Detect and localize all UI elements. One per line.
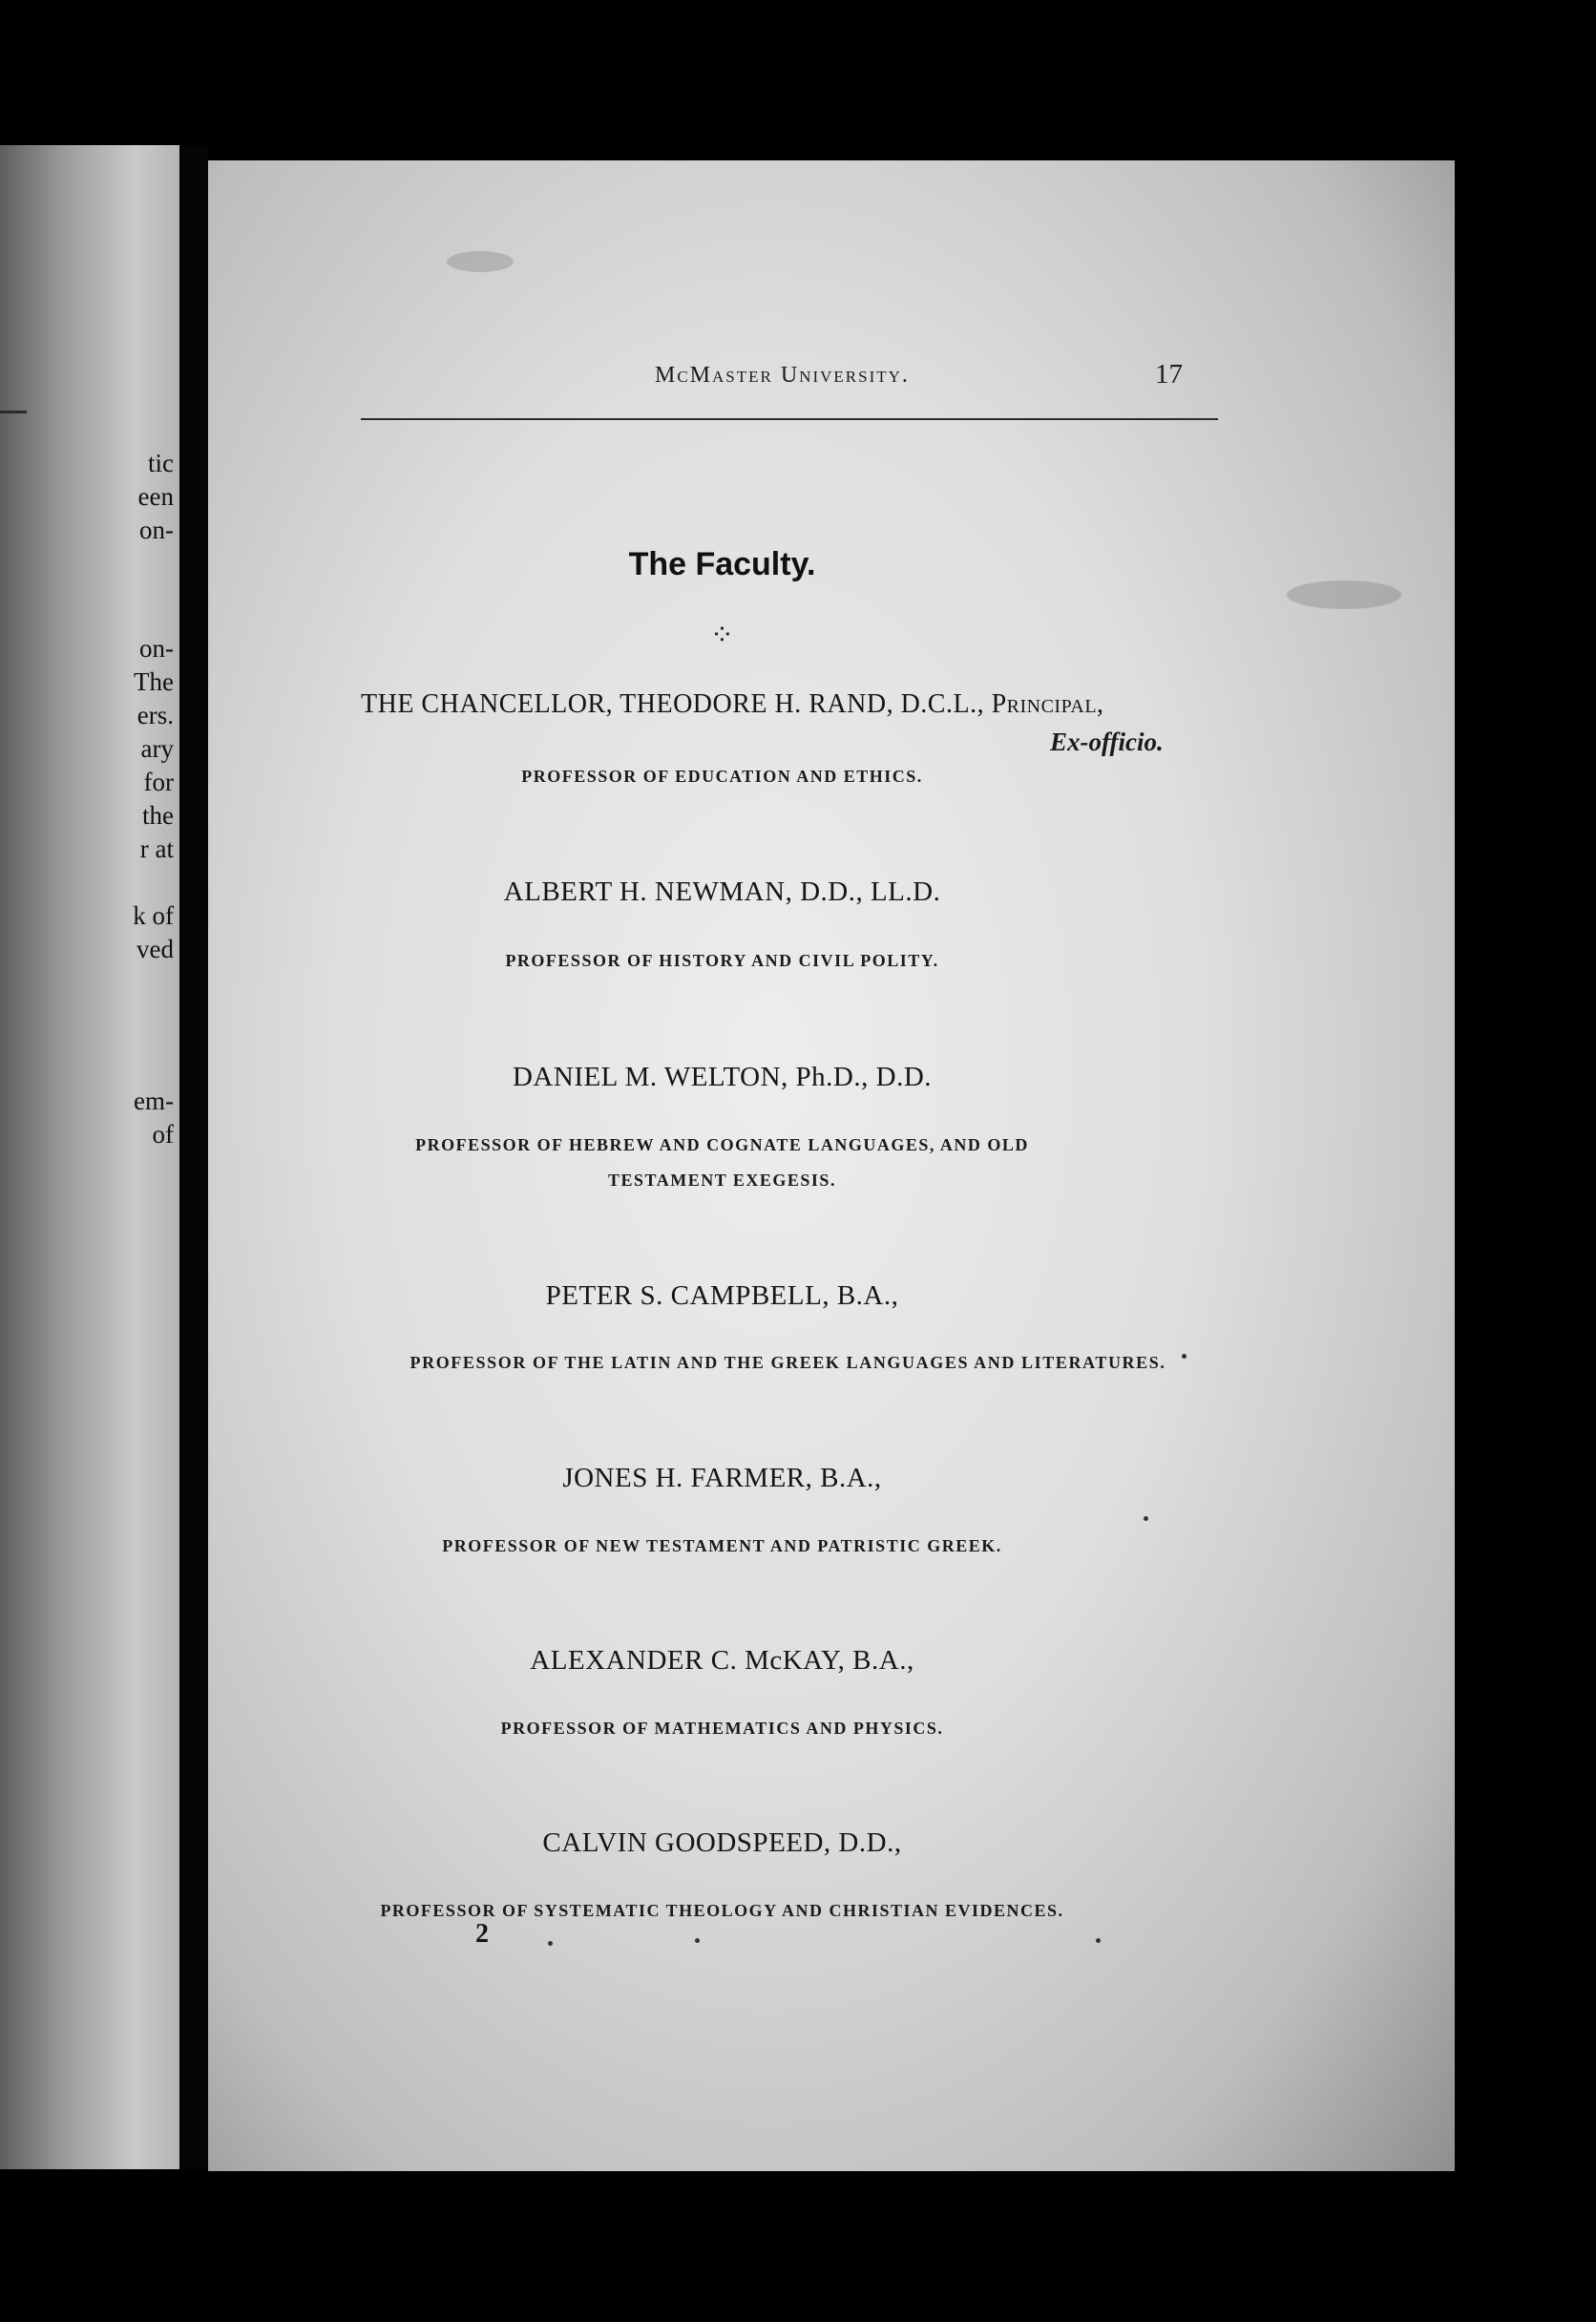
previous-page-text-fragment: of — [152, 1120, 174, 1149]
faculty-role: PROFESSOR OF MATHEMATICS AND PHYSICS. — [500, 1719, 944, 1738]
faculty-role: PROFESSOR OF HISTORY AND CIVIL POLITY. — [505, 951, 939, 970]
faculty-name: JONES H. FARMER, B.A., — [562, 1463, 882, 1493]
faculty-name: CALVIN GOODSPEED, D.D., — [542, 1827, 902, 1858]
previous-page-text-fragment: ved — [136, 935, 174, 963]
header-rule — [361, 418, 1218, 420]
book-gutter — [179, 145, 208, 2169]
ink-speck — [548, 1941, 553, 1946]
running-head — [208, 359, 1455, 401]
ink-smudge — [1287, 580, 1401, 609]
previous-page-text-fragment: een — [137, 482, 174, 511]
faculty-name-text: THE CHANCELLOR, THEODORE H. RAND, D.C.L., — [361, 689, 985, 719]
faculty-name: ALBERT H. NEWMAN, D.D., LL.D. — [503, 876, 941, 907]
ink-speck — [1096, 1938, 1101, 1943]
ornament-mark: ⁘ — [709, 620, 735, 651]
previous-page-text-fragment: em- — [134, 1087, 174, 1115]
previous-page-text-fragment: ary — [140, 734, 174, 763]
ink-speck — [695, 1938, 700, 1943]
faculty-name — [361, 689, 1220, 720]
previous-page-text-fragment: k of — [133, 901, 174, 930]
previous-page-text-fragment: The — [134, 667, 174, 696]
faculty-role-continued: TESTAMENT EXEGESIS. — [608, 1171, 836, 1190]
faculty-role: PROFESSOR OF NEW TESTAMENT AND PATRISTIC GREEK. — [442, 1536, 1002, 1555]
previous-page-edge — [0, 145, 179, 2169]
faculty-name: PETER S. CAMPBELL, B.A., — [545, 1280, 899, 1311]
previous-page-text-fragment: the — [142, 801, 174, 830]
previous-page-text-fragment: tic — [148, 449, 174, 477]
running-head-title: McMaster University. — [655, 363, 910, 388]
book-page — [208, 160, 1455, 2171]
ex-officio-note: Ex-officio. — [1050, 728, 1164, 756]
previous-page-text-fragment: for — [143, 768, 174, 796]
faculty-name: ALEXANDER C. McKAY, B.A., — [530, 1645, 914, 1676]
previous-page-text-fragment: r at — [139, 834, 174, 863]
previous-page-rule — [0, 411, 27, 413]
faculty-role: PROFESSOR OF HEBREW AND COGNATE LANGUAGES, AND OLD — [415, 1135, 1029, 1154]
ink-speck — [1182, 1354, 1186, 1359]
faculty-title-suffix: Principal, — [991, 689, 1104, 719]
faculty-role: PROFESSOR OF EDUCATION AND ETHICS. — [521, 767, 923, 786]
page-number: 17 — [1155, 359, 1183, 390]
ink-smudge — [447, 251, 514, 272]
previous-page-text-fragment: on- — [139, 516, 174, 544]
faculty-name: DANIEL M. WELTON, Ph.D., D.D. — [512, 1062, 933, 1092]
previous-page-text-fragment: ers. — [136, 701, 174, 729]
faculty-role: PROFESSOR OF SYSTEMATIC THEOLOGY AND CHRISTIAN EVIDENCES. — [380, 1901, 1064, 1920]
signature-mark: 2 — [475, 1919, 489, 1949]
faculty-role: PROFESSOR OF THE LATIN AND THE GREEK LANGUAGES AND LITERATURES. — [410, 1353, 1166, 1372]
section-title: The Faculty. — [628, 546, 816, 582]
ink-speck — [1144, 1516, 1148, 1521]
previous-page-text-fragment: on- — [139, 634, 174, 663]
